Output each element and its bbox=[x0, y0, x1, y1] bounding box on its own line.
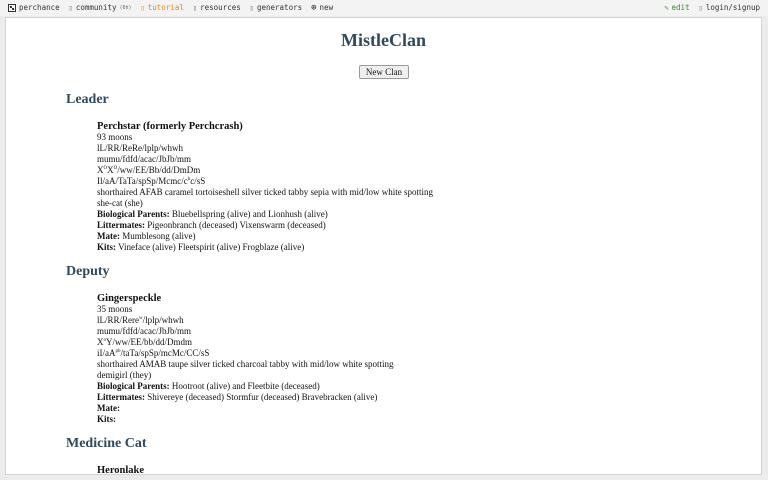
nav-tutorial-label: tutorial bbox=[147, 3, 184, 12]
leader-kits: Kits: Vineface (alive) Fleetspirit (alive) Frogblaze (alive) bbox=[97, 242, 305, 252]
edit-icon: ✎ bbox=[664, 4, 669, 12]
deputy-kits: Kits: bbox=[97, 414, 116, 424]
leader-bio-parents: Biological Parents: Bluebellspring (alive) and Lionhush (alive) bbox=[97, 209, 328, 219]
leader-age: 93 moons bbox=[97, 132, 133, 142]
deputy-genes-1: lL/RR/Rere$^w$/lplp/whwh bbox=[97, 315, 184, 325]
nav-edit-label: edit bbox=[671, 3, 690, 12]
medicine-cat-heading: Medicine Cat bbox=[66, 436, 147, 451]
dice-icon bbox=[8, 4, 16, 12]
nav-resources[interactable] bbox=[193, 0, 241, 16]
plus-icon: ⊕ bbox=[311, 3, 317, 13]
deputy-entry bbox=[97, 292, 697, 425]
nav-left bbox=[8, 0, 333, 16]
medicine-cat-entry bbox=[97, 464, 697, 475]
nav-perchance-label: perchance bbox=[19, 3, 60, 12]
nav-right bbox=[664, 0, 760, 16]
leader-littermates: Littermates: Pigeonbranch (deceased) Vixenswarm (deceased) bbox=[97, 220, 326, 230]
leader-name: Perchstar (formerly Perchcrash) bbox=[97, 121, 243, 132]
nav-resources-label: resources bbox=[200, 3, 241, 12]
deputy-littermates: Littermates: Shivereye (deceased) Stormfur (deceased) Bravebracken (alive) bbox=[97, 392, 378, 402]
nav-perchance[interactable] bbox=[8, 0, 60, 16]
deputy-description: shorthaired AMAB taupe silver ticked charcoal tabby with mid/low white spotting bbox=[97, 359, 394, 369]
deputy-name: Gingerspeckle bbox=[97, 293, 162, 304]
nav-community-count: (6h) bbox=[119, 5, 132, 11]
nav-new[interactable] bbox=[311, 0, 333, 16]
deputy-bio-parents: Biological Parents: Hootroot (alive) and Fleetbite (deceased) bbox=[97, 381, 320, 391]
nav-edit[interactable] bbox=[664, 0, 689, 16]
nav-community[interactable] bbox=[69, 0, 132, 16]
nav-login-label: login/signup bbox=[705, 3, 760, 12]
leader-entry bbox=[97, 120, 697, 253]
new-clan-button[interactable]: New Clan bbox=[359, 65, 409, 79]
leader-heading: Leader bbox=[66, 92, 109, 107]
clan-title: MistleClan bbox=[341, 30, 426, 50]
nav-generators[interactable] bbox=[250, 0, 302, 16]
leader-description: shorthaired AFAB caramel tortoiseshell silver ticked tabby sepia with mid/low white spotting bbox=[97, 187, 434, 197]
nav-tutorial[interactable] bbox=[141, 0, 184, 16]
deputy-mate: Mate: bbox=[97, 403, 120, 413]
deputy-age: 35 moons bbox=[97, 304, 133, 314]
deputy-gender: demigirl (they) bbox=[97, 370, 152, 380]
leader-genes-4: $Il/aA/TaTa/spSp/Mcmc/c^bc/sS$ bbox=[97, 176, 206, 186]
deputy-heading: Deputy bbox=[66, 264, 110, 279]
nav-new-label: new bbox=[319, 3, 334, 12]
leader-genes-1: lL/RR/ReRe/lplp/whwh bbox=[97, 143, 184, 153]
nav-login[interactable] bbox=[699, 0, 760, 16]
medicine-cat-name: Heronlake bbox=[97, 465, 145, 475]
generator-output-panel bbox=[5, 17, 762, 475]
deputy-genes-2: mumu/fdfd/acac/JbJb/mm bbox=[97, 326, 191, 336]
leader-gender: she-cat (she) bbox=[97, 198, 143, 208]
generators-icon: ▯ bbox=[249, 4, 254, 12]
nav-community-label: community bbox=[75, 3, 117, 12]
deputy-genes-3: $X^oY/ww/EE/bb/dd$/Dmdm bbox=[97, 337, 192, 347]
nav-generators-label: generators bbox=[256, 3, 303, 12]
leader-genes-3: $X^OX^O/ww/EE/Bb/dd$/DmDm bbox=[97, 165, 201, 175]
deputy-genes-4: $iI/aA^{pb}/taTa/spSp/mcMc/CC/sS$ bbox=[97, 348, 210, 358]
tutorial-icon: ▯ bbox=[140, 4, 145, 12]
community-icon: ▯ bbox=[68, 4, 73, 12]
leader-mate: Mate: Mumblesong (alive) bbox=[97, 231, 196, 241]
resources-icon: ▯ bbox=[192, 4, 198, 12]
leader-genes-2: mumu/fdfd/acac/JbJb/mm bbox=[97, 154, 191, 164]
top-nav-bar bbox=[0, 0, 768, 16]
login-icon: ▯ bbox=[698, 4, 703, 12]
